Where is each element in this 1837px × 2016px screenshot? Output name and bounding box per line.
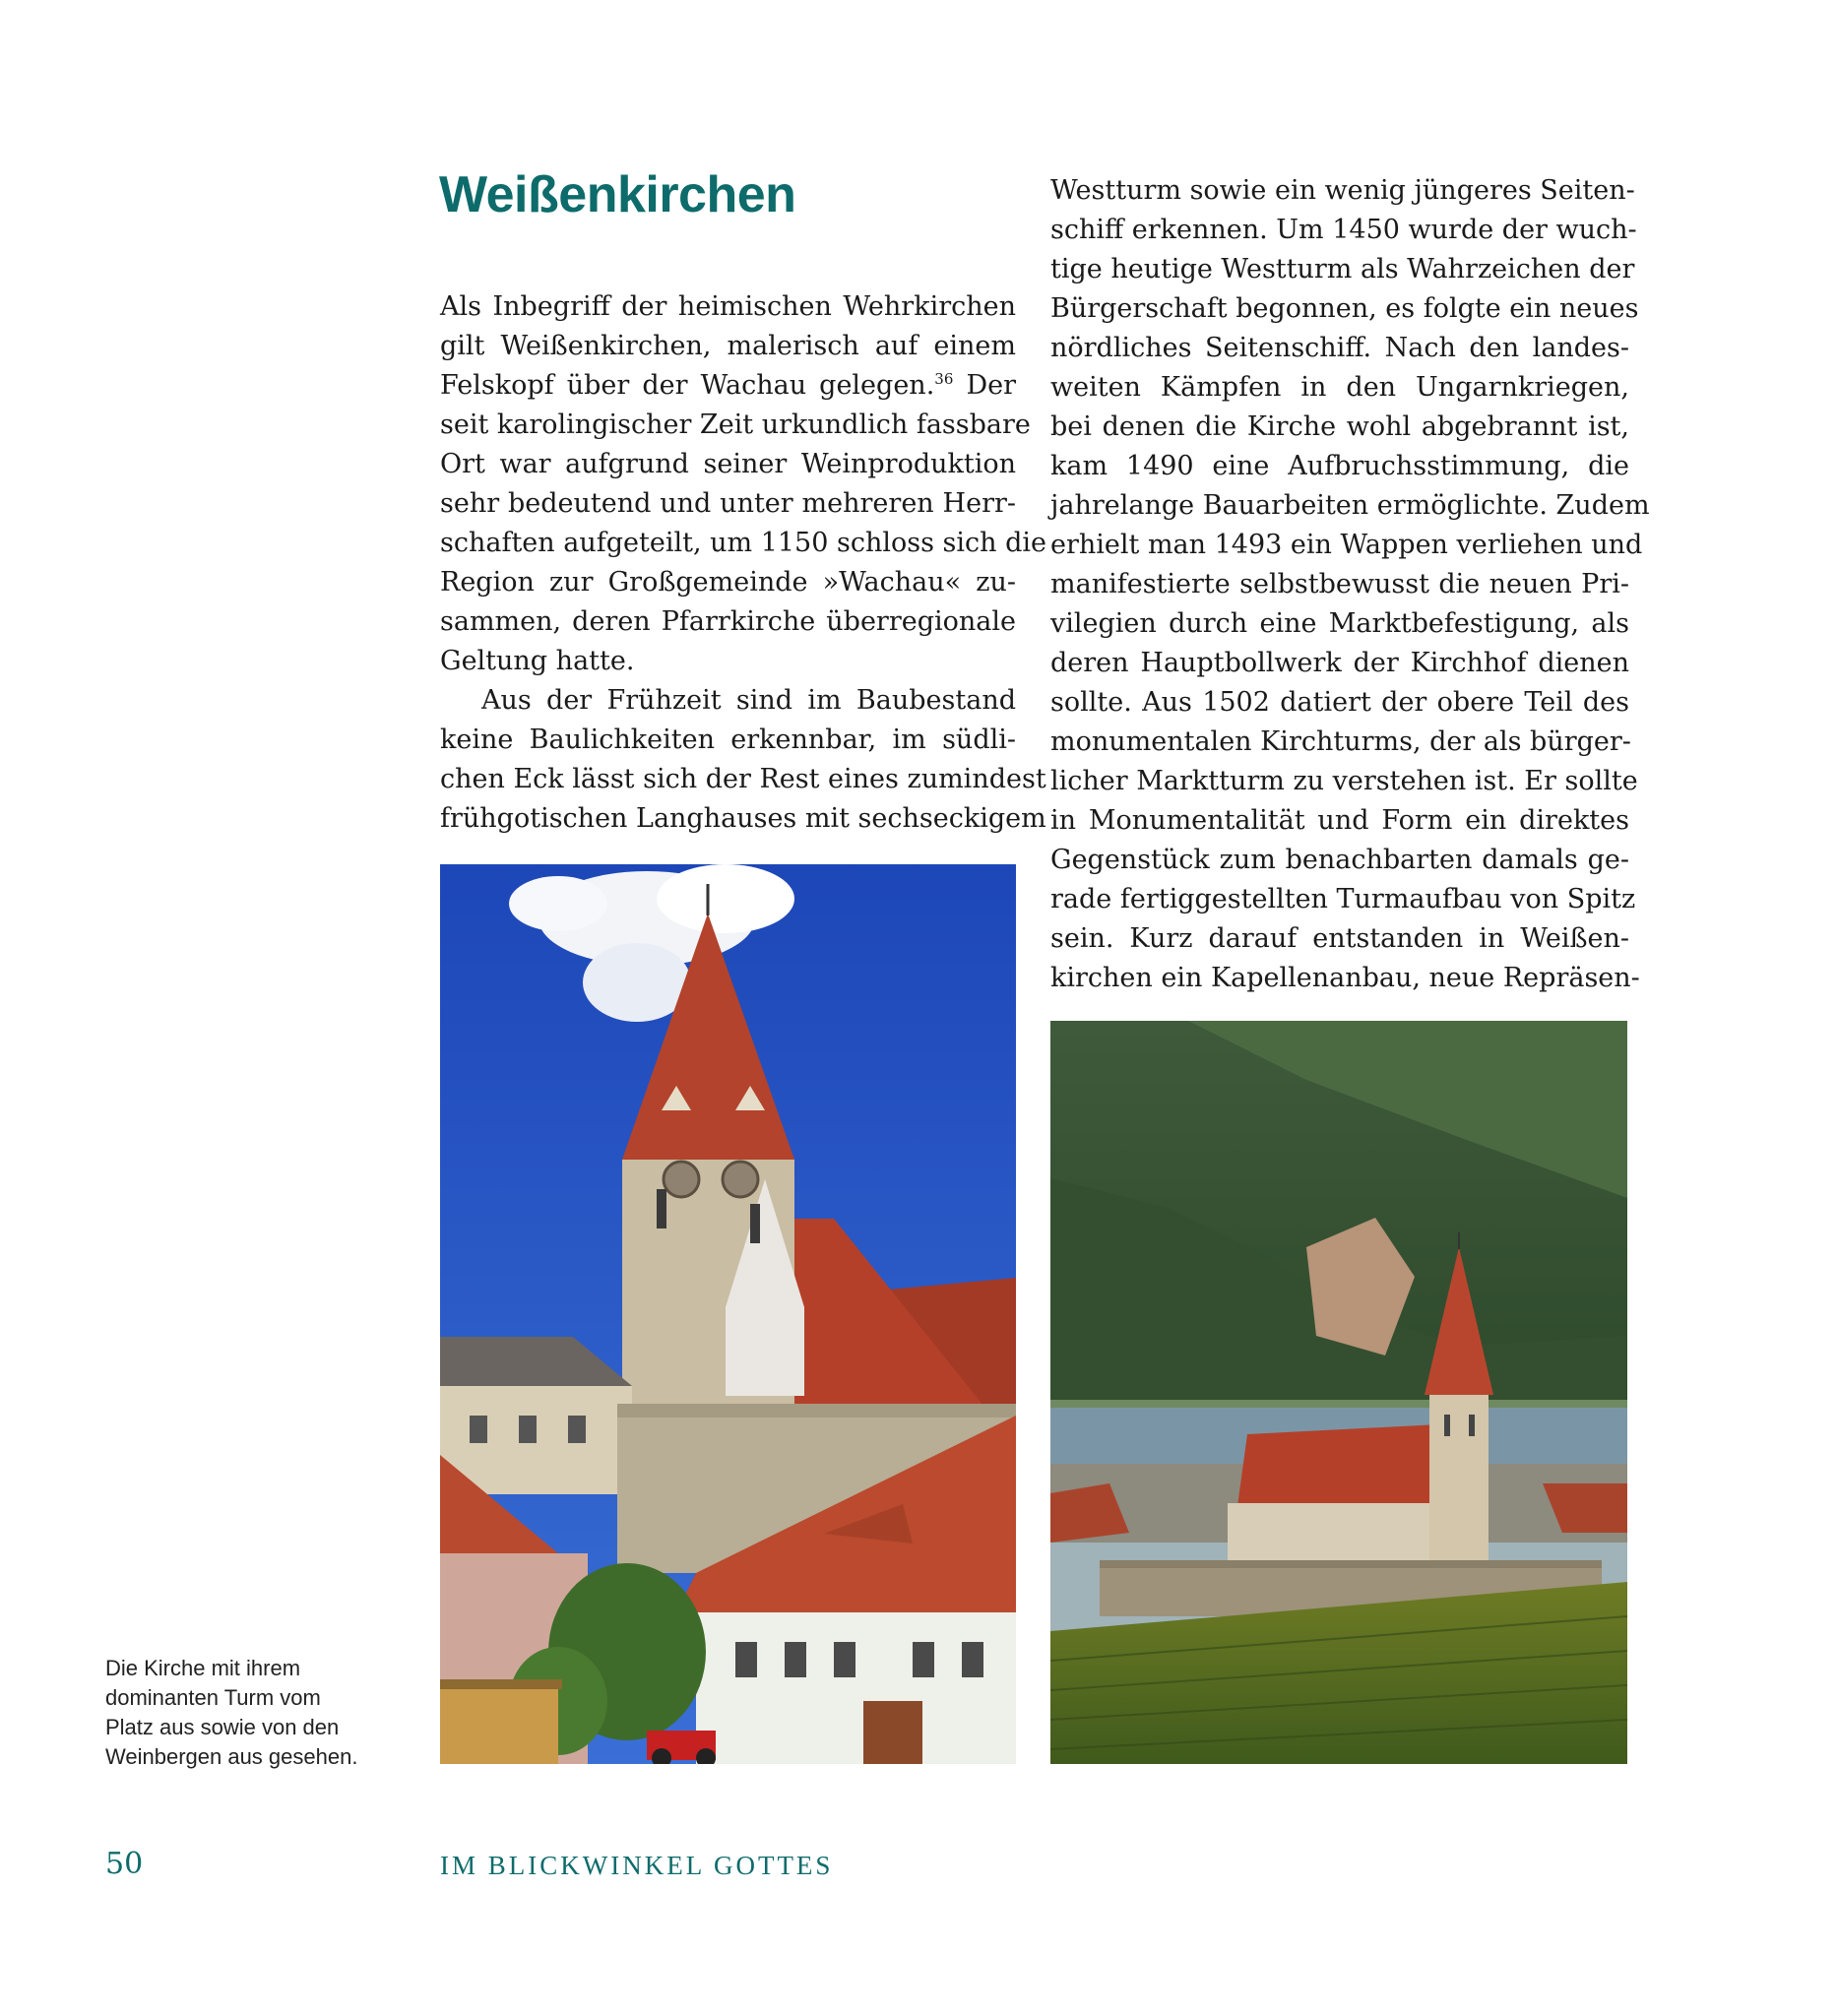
text-line: Bürgerschaft begonnen, es folgte ein neues (1050, 293, 1639, 324)
text-line: Ort war aufgrund seiner Weinproduktion (440, 449, 1016, 479)
text-line: schiff erkennen. Um 1450 wurde der wuch- (1050, 215, 1637, 245)
caption-line: Platz aus sowie von den (105, 1715, 340, 1739)
caption-line: Die Kirche mit ihrem (105, 1656, 301, 1680)
running-title: IM BLICKWINKEL GOTTES (440, 1851, 834, 1880)
text-line: Westturm sowie ein wenig jüngeres Seiten- (1050, 175, 1635, 206)
left-text-column (440, 287, 1047, 839)
caption-line: Weinbergen aus gesehen. (105, 1744, 358, 1769)
text-line: rade fertiggestellten Turmaufbau von Spitz (1050, 884, 1636, 914)
text-line: erhielt man 1493 ein Wappen verliehen und (1050, 530, 1643, 560)
right-text-column (1050, 171, 1650, 998)
text-line: monumentalen Kirchturms, der als bürger- (1050, 726, 1631, 757)
church-vineyard-photo (1050, 1021, 1627, 1764)
text-line: Region zur Großgemeinde »Wachau« zu- (440, 567, 1016, 598)
footnote-reference: 36 (934, 370, 954, 388)
text-line: sammen, deren Pfarrkirche überregionale (440, 606, 1016, 637)
caption-line: dominanten Turm vom (105, 1685, 321, 1710)
text-line: Gegenstück zum benachbarten damals ge- (1050, 845, 1629, 875)
text-line: Aus der Frühzeit sind im Baubestand (481, 685, 1016, 716)
text-line: deren Hauptbollwerk der Kirchhof dienen (1050, 648, 1629, 678)
text-line: kirchen ein Kapellenanbau, neue Repräsen- (1050, 963, 1640, 993)
text-line: tige heutige Westturm als Wahrzeichen der (1050, 254, 1635, 284)
text-line: licher Marktturm zu verstehen ist. Er sollte (1050, 766, 1638, 796)
text-fragment: Felskopf über der Wachau gelegen. (440, 370, 935, 401)
text-line: manifestierte selbstbewusst die neuen Pri- (1050, 569, 1629, 599)
text-line: kam 1490 eine Aufbruchsstimmung, die (1050, 451, 1629, 481)
text-line: in Monumentalität und Form ein direktes (1050, 805, 1629, 836)
text-line: Geltung hatte. (440, 646, 635, 676)
text-line: Als Inbegriff der heimischen Wehrkirchen (440, 291, 1016, 322)
text-line: sehr bedeutend und unter mehreren Herr- (440, 488, 1016, 519)
text-line: sollte. Aus 1502 datiert der obere Teil des (1050, 687, 1629, 718)
text-line: seit karolingischer Zeit urkundlich fassbare (440, 410, 1031, 440)
text-fragment: Der (953, 370, 1016, 401)
text-line: sein. Kurz darauf entstanden in Weißen- (1050, 923, 1629, 954)
text-line: weiten Kämpfen in den Ungarnkriegen, (1050, 372, 1629, 403)
text-line-with-footnote (440, 366, 1016, 406)
text-line: gilt Weißenkirchen, malerisch auf einem (440, 331, 1016, 361)
text-line: vilegien durch eine Marktbefestigung, als (1050, 608, 1629, 639)
photo-caption (105, 1654, 420, 1772)
text-line: keine Baulichkeiten erkennbar, im südli- (440, 724, 1016, 755)
text-line: nördliches Seitenschiff. Nach den landes- (1050, 333, 1629, 363)
text-line: frühgotischen Langhauses mit sechseckigem (440, 803, 1046, 834)
page-number: 50 (105, 1847, 144, 1881)
church-square-photo (440, 864, 1016, 1764)
chapter-heading: Weißenkirchen (439, 166, 796, 223)
text-line: schaften aufgeteilt, um 1150 schloss sich die (440, 528, 1047, 558)
text-line: jahrelange Bauarbeiten ermöglichte. Zudem (1050, 490, 1650, 521)
text-line: chen Eck lässt sich der Rest eines zumindest (440, 764, 1046, 794)
text-line: bei denen die Kirche wohl abgebrannt ist, (1050, 411, 1629, 442)
